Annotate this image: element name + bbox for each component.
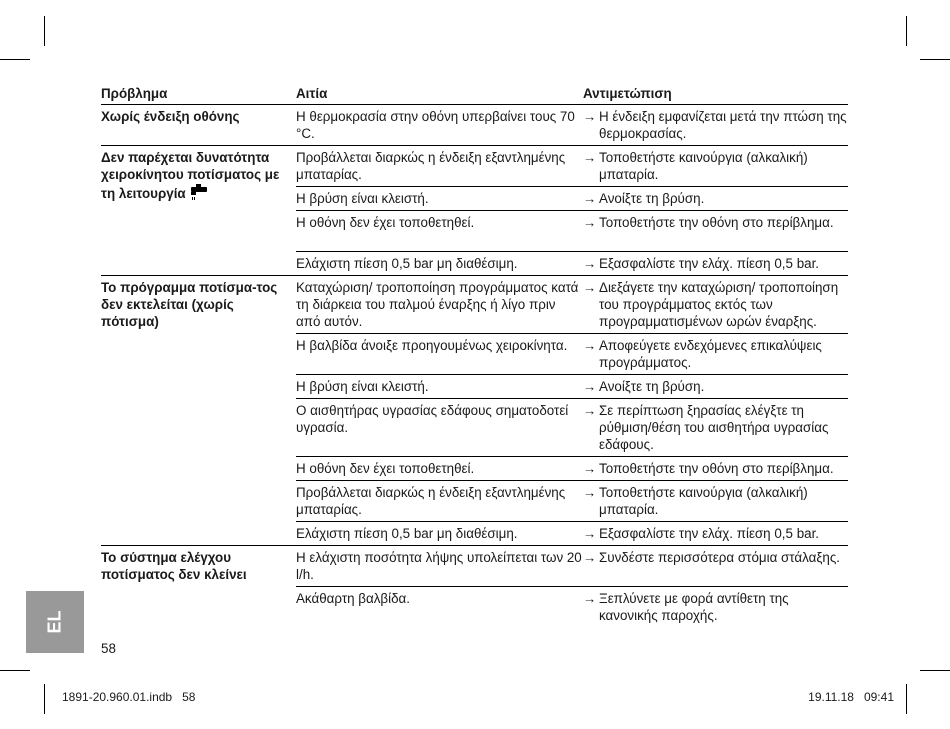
- crop-mark: [920, 59, 950, 60]
- problem-cell: Χωρίς ένδειξη οθόνης: [101, 105, 296, 146]
- remedy-cell: → Ξεπλύνετε με φορά αντίθετη της κανονικής παροχής.: [583, 591, 789, 623]
- remedy-cell: → Διεξάγετε την καταχώριση/ τροποποίηση του προγράμματος εκτός των προγραμματισμένων ωρών έναρξης.: [583, 276, 848, 334]
- cause-cell: Η ελάχιστη ποσότητα λήψης υπολείπεται των 20 l/h.: [296, 546, 583, 587]
- cause-cell: Προβάλλεται διαρκώς η ένδειξη εξαντλημένης μπαταρίας.: [296, 146, 583, 187]
- remedy-cell: → Εξασφαλίστε την ελάχ. πίεση 0,5 bar.: [583, 252, 848, 276]
- header-remedy: Αντιμετώπιση: [583, 82, 848, 105]
- cause-cell: Η βρύση είναι κλειστή.: [296, 187, 583, 211]
- arrow-right-icon: →: [583, 591, 597, 606]
- problem-cell: Δεν παρέχεται δυνατότητα χειροκίνητου ποτίσματος με τη λειτουργία: [101, 146, 296, 276]
- remedy-cell: → Τοποθετήστε την οθόνη στο περίβλημα.: [583, 211, 848, 252]
- crop-mark: [44, 16, 45, 46]
- header-cause: Αιτία: [296, 82, 583, 105]
- remedy-cell: → Αποφεύγετε ενδεχόμενες επικαλύψεις προγράμματος.: [583, 334, 848, 375]
- remedy-cell: → Τοποθετήστε την οθόνη στο περίβλημα.: [583, 457, 848, 481]
- remedy-cell: → Τοποθετήστε καινούργια (αλκαλική) μπαταρία.: [583, 146, 848, 187]
- cause-cell: Καταχώριση/ τροποποίηση προγράμματος κατά τη διάρκεια του παλμού έναρξης ή λίγο πριν από αυτόν.: [296, 276, 583, 334]
- arrow-right-icon: →: [583, 280, 597, 295]
- problem-cell: Το πρόγραμμα ποτίσμα-τος δεν εκτελείται (χωρίς πότισμα): [101, 276, 296, 546]
- cause-cell: Η οθόνη δεν έχει τοποθετηθεί.: [296, 457, 583, 481]
- table-row: [101, 105, 848, 146]
- crop-mark: [44, 684, 45, 714]
- remedy-cell: → Η ένδειξη εμφανίζεται μετά την πτώση της θερμοκρασίας.: [583, 105, 848, 146]
- table-row: [101, 546, 848, 587]
- remedy-cell: → Συνδέστε περισσότερα στόμια στάλαξης.: [583, 546, 848, 587]
- cause-cell: Ακάθαρτη βαλβίδα.: [296, 591, 411, 606]
- arrow-right-icon: →: [583, 191, 597, 206]
- arrow-right-icon: →: [583, 403, 597, 418]
- cause-cell: Η οθόνη δεν έχει τοποθετηθεί.: [296, 211, 583, 252]
- table-row: [101, 146, 848, 187]
- footer-datetime: 19.11.18 09:41: [808, 690, 894, 704]
- arrow-right-icon: →: [583, 485, 597, 500]
- cause-cell: Ελάχιστη πίεση 0,5 bar μη διαθέσιμη.: [296, 522, 583, 546]
- remedy-cell: → Ανοίξτε τη βρύση.: [583, 187, 848, 211]
- problem-cell: Το σύστημα ελέγχου ποτίσματος δεν κλείνει: [101, 550, 247, 582]
- arrow-right-icon: →: [583, 379, 597, 394]
- cause-cell: Η βρύση είναι κλειστή.: [296, 375, 583, 399]
- cause-cell: Ελάχιστη πίεση 0,5 bar μη διαθέσιμη.: [296, 252, 583, 276]
- water-tap-icon: [190, 183, 208, 201]
- remedy-cell: → Τοποθετήστε καινούργια (αλκαλική) μπαταρία.: [583, 481, 848, 522]
- troubleshooting-page: [101, 82, 848, 627]
- crop-mark: [906, 684, 907, 714]
- troubleshooting-table: [101, 82, 848, 627]
- header-problem: Πρόβλημα: [101, 82, 296, 105]
- crop-mark: [906, 16, 907, 46]
- arrow-right-icon: →: [583, 338, 597, 353]
- arrow-right-icon: →: [583, 550, 597, 565]
- language-tab: EL: [26, 591, 84, 653]
- cause-cell: Η θερμοκρασία στην οθόνη υπερβαίνει τους 70 °C.: [296, 105, 583, 146]
- remedy-cell: → Εξασφαλίστε την ελάχ. πίεση 0,5 bar.: [583, 522, 848, 546]
- arrow-right-icon: →: [583, 256, 597, 271]
- crop-mark: [0, 670, 30, 671]
- cause-cell: Ο αισθητήρας υγρασίας εδάφους σηματοδοτεί υγρασία.: [296, 399, 583, 457]
- table-row: [101, 276, 848, 334]
- remedy-cell: → Ανοίξτε τη βρύση.: [583, 375, 848, 399]
- arrow-right-icon: →: [583, 215, 597, 230]
- arrow-right-icon: →: [583, 461, 597, 476]
- footer-file: 1891-20.960.01.indb 58: [62, 690, 196, 704]
- arrow-right-icon: →: [583, 150, 597, 165]
- crop-mark: [920, 670, 950, 671]
- table-header-row: [101, 82, 848, 105]
- cause-cell: Η βαλβίδα άνοιξε προηγουμένως χειροκίνητα.: [296, 334, 583, 375]
- cause-cell: Προβάλλεται διαρκώς η ένδειξη εξαντλημένης μπαταρίας.: [296, 481, 583, 522]
- arrow-right-icon: →: [583, 109, 597, 124]
- arrow-right-icon: →: [583, 526, 597, 541]
- crop-mark: [0, 59, 30, 60]
- remedy-cell: → Σε περίπτωση ξηρασίας ελέγξτε τη ρύθμιση/θέση του αισθητήρα υγρασίας εδάφους.: [583, 399, 848, 457]
- page-number: 58: [101, 641, 116, 656]
